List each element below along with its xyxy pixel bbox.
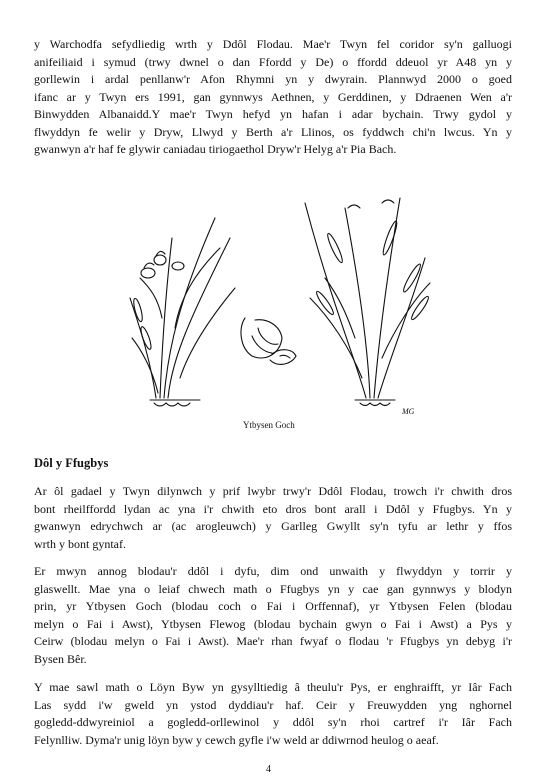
text-line: gogledd-ddwyreiniol a gogledd-orllewinol y ddôl sy'n rhoi cartref i'r Iâr Fach [34, 715, 512, 729]
text-line: gorllewin i ardal penllanw'r Afon Rhymni yn y dwyrain. Plannwyd 2000 o goed [34, 72, 512, 86]
text-line: Ceirw (blodau melyn o Fai i Awst). Mae'r rhan fwyaf o flodau 'r Ffugbys yn debyg i'r [34, 634, 512, 648]
paragraph-directions [34, 483, 512, 553]
text-line: melyn o Fai i Awst), Ytbysen Flewog (blodau bychain gwyn o Fai i Awst) a Pys y [34, 616, 512, 631]
text-line: Felynlliw. Dyma'r unig löyn byw y cewch gyfle i'w weld ar ddiwrnod heulog o aeaf. [34, 732, 439, 747]
illustrator-signature: MG [402, 407, 415, 416]
vetchling-illustration [120, 178, 440, 418]
illustration-caption: Ytbysen Goch [243, 420, 295, 430]
flower-closeup-drawing [241, 318, 296, 364]
text-line: Y mae sawl math o Löyn Byw yn gysylltiedig â theulu'r Pys, er enghraifft, yr Iâr Fach [34, 680, 512, 694]
text-line: gwanwyn edrychwch ar (ac arogleuwch) y Garlleg Gwyllt sy'n tyfu ar lethr y ffos [34, 519, 512, 533]
text-line: Ar ôl gadael y Twyn dilynwch y prif lwybr trwy'r Ddôl Flodau, trowch i'r chwith dros [34, 484, 512, 498]
paragraph-twyn [34, 36, 512, 159]
text-line: y Warchodfa sefydliedig wrth y Ddôl Flodau. Mae'r Twyn fel coridor sy'n galluogi [34, 37, 512, 51]
text-line: Bysen Bêr. [34, 651, 87, 666]
text-line: Las sydd i'w gweld yn ystod dyddiau'r haf. Ceir y Freuwydden yng nghornel [34, 697, 512, 712]
right-plant-drawing [305, 198, 430, 406]
text-line: prin, yr Ytbysen Goch (blodau coch o Fai i Orffennaf), yr Ytbysen Felen (blodau [34, 599, 512, 613]
left-plant-drawing [130, 218, 235, 406]
grass-vetchling-drawing-icon [130, 198, 430, 406]
section-heading: Dôl y Ffugbys [34, 456, 109, 470]
text-line: Er mwyn annog blodau'r ddôl i dyfu, dim ond unwaith y flwyddyn y torrir y [34, 564, 512, 578]
text-line: glaswellt. Mae yna o leiaf chwech math o Ffugbys yn y cae gan gynnwys y blodyn [34, 581, 512, 596]
text-line: flwyddyn fe welir y Dryw, Llwyd y Berth a'r Llinos, os fyddwch chi'n lwcus. Yn y [34, 124, 512, 139]
text-line: gwanwyn a'r haf fe glywir caniadau tiriogaethol Dryw'r Helyg a'r Pia Bach. [34, 142, 397, 156]
text-line: anifeiliaid i symud (trwy dwnel o dan Ffordd y De) o ffordd ddeuol yr A48 yn y [34, 54, 512, 69]
page-number: 4 [266, 764, 271, 775]
text-line: ifanc ar y Twyn ers 1991, gan gynnwys Aethnen, y Gerddinen, y Ddraenen Wen a'r [34, 89, 512, 104]
text-line: wrth y bont gyntaf. [34, 536, 126, 551]
text-line: bont rheilffordd lydan ac yna i'r chwith eto dros bont arall i Ddôl y Ffugbys. Yn y [34, 501, 512, 516]
paragraph-butterflies [34, 679, 512, 749]
paragraph-meadow [34, 563, 512, 668]
text-line: Binwydden Albanaidd.Y mae'r Twyn hefyd yn hafan i adar bychain. Trwy gydol y [34, 107, 512, 121]
